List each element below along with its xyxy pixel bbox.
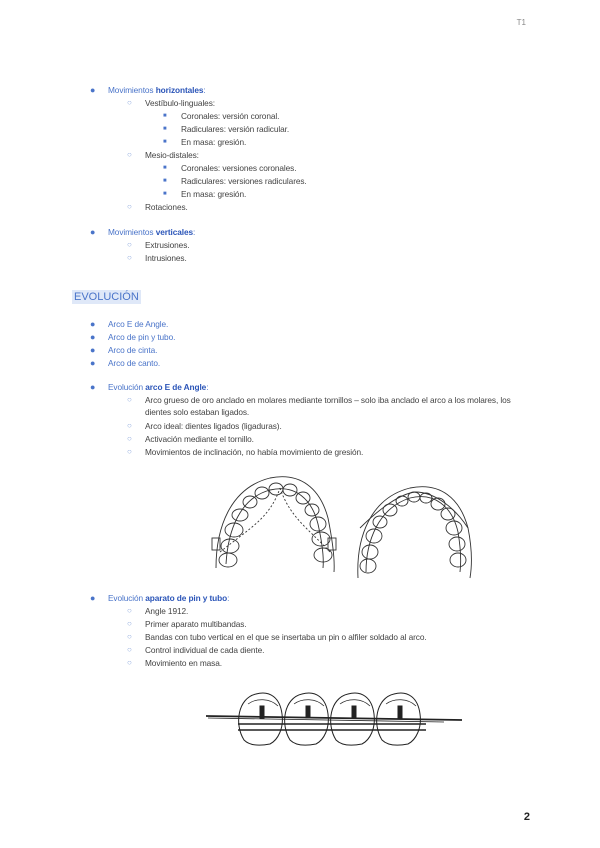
list-item: Control individual de cada diente. [145,645,265,655]
rotaciones-item: Rotaciones. [145,202,188,212]
bullet: ○ [127,395,132,404]
bullet: ○ [127,447,132,456]
movimientos-verticales-heading: Movimientos verticales: [108,227,196,237]
mesio-distales-label: Mesio-distales: [145,150,199,160]
vestibulo-linguales-label: Vestíbulo-linguales: [145,98,215,108]
bullet: ● [90,319,96,329]
list-item: Primer aparato multibandas. [145,619,247,629]
list-item: Arco de pin y tubo. [108,332,176,342]
section-title-evolucion: EVOLUCIÓN [74,291,139,303]
page-number: 2 [523,811,530,823]
bullet: ■ [163,178,167,184]
bullet: ○ [127,98,132,107]
pin-tubo-heading: Evolución aparato de pin y tubo: [108,593,230,603]
arco-e-heading: Evolución arco E de Angle: [108,382,209,392]
bullet: ■ [163,139,167,145]
list-item: Arco ideal: dientes ligados (ligaduras). [145,421,282,431]
bullet: ○ [127,658,132,667]
list-item: Angle 1912. [145,606,189,616]
bullet: ○ [127,645,132,654]
pin-tube-illustration [204,684,466,750]
bullet: ○ [127,253,132,262]
bullet: ● [90,358,96,368]
bullet: ○ [127,202,132,211]
list-item: Movimientos de inclinación, no había movimiento de gresión. [145,447,364,457]
bullet: ● [90,382,96,392]
list-item: Arco grueso de oro anclado en molares mediante tornillos – solo iba anclado el arco a los molares, los dientes solo estaban ligados. [145,395,511,417]
list-item: Arco de canto. [108,358,161,368]
bullet: ■ [163,191,167,197]
bullet: ○ [127,240,132,249]
list-item: Bandas con tubo vertical en el que se insertaba un pin o alfiler soldado al arco. [145,632,427,642]
list-item: Arco E de Angle. [108,319,169,329]
list-item: Coronales: versiones coronales. [181,163,297,173]
bullet: ○ [127,606,132,615]
list-item: En masa: gresión. [181,137,247,147]
bullet: ■ [163,113,167,119]
list-item: Coronales: versión coronal. [181,111,280,121]
bullet: ■ [163,165,167,171]
list-item: Extrusiones. [145,240,190,250]
bullet: ● [90,227,96,237]
bullet: ○ [127,434,132,443]
list-item: Movimiento en masa. [145,658,222,668]
bullet: ○ [127,619,132,628]
bullet: ■ [163,126,167,132]
list-item: Arco de cinta. [108,345,158,355]
list-item: Radiculares: versión radicular. [181,124,290,134]
list-item: Intrusiones. [145,253,187,263]
dental-arch-illustration [210,468,480,580]
list-item: Radiculares: versiones radiculares. [181,176,307,186]
page-header-tag: T1 [516,18,526,27]
bullet: ● [90,332,96,342]
movimientos-horizontales-heading: Movimientos horizontales: [108,85,206,95]
list-item: Activación mediante el tornillo. [145,434,254,444]
bullet: ○ [127,421,132,430]
bullet: ○ [127,150,132,159]
bullet: ○ [127,632,132,641]
bullet: ● [90,593,96,603]
bullet: ● [90,85,96,95]
bullet: ● [90,345,96,355]
list-item: En masa: gresión. [181,189,247,199]
